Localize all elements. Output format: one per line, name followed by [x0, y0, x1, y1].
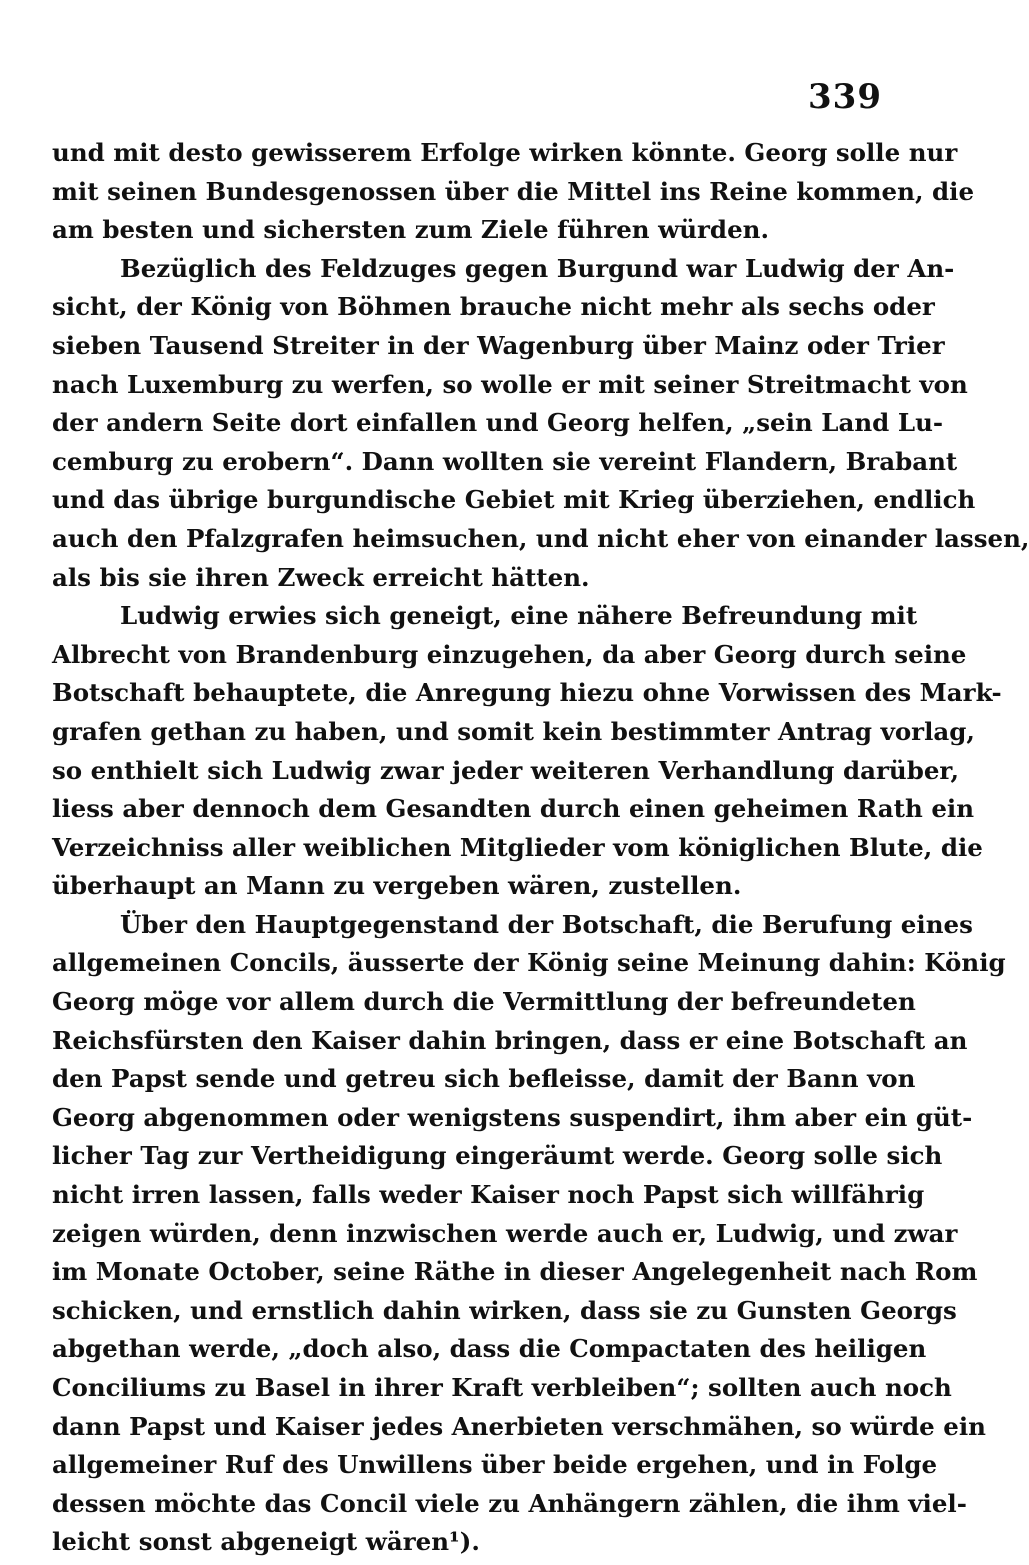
text-line: liess aber dennoch dem Gesandten durch einen geheimen Rath ein — [52, 794, 975, 824]
text-line: auch den Pfalzgrafen heimsuchen, und nicht eher von einander lassen, — [52, 523, 1029, 553]
text-line: grafen gethan zu haben, und somit kein bestimmter Antrag vorlag, — [52, 716, 975, 746]
text-line: mit seinen Bundesgenossen über die Mittel ins Reine kommen, die — [52, 176, 975, 206]
text-line: licher Tag zur Vertheidigung eingeräumt werde. Georg solle sich — [52, 1141, 943, 1171]
text-line: sicht, der König von Böhmen brauche nicht mehr als sechs oder — [52, 292, 935, 322]
text-line: sieben Tausend Streiter in der Wagenburg über Mainz oder Trier — [52, 330, 945, 360]
text-line: abgethan werde, „doch also, dass die Compactaten des heiligen — [52, 1334, 927, 1364]
text-line: dann Papst und Kaiser jedes Anerbieten verschmähen, so würde ein — [52, 1411, 986, 1441]
text-line: überhaupt an Mann zu vergeben wären, zustellen. — [52, 871, 742, 901]
text-line: dessen möchte das Concil viele zu Anhängern zählen, die ihm viel- — [52, 1488, 967, 1518]
text-line: als bis sie ihren Zweck erreicht hätten. — [52, 562, 590, 592]
text-line: zeigen würden, denn inzwischen werde auch er, Ludwig, und zwar — [52, 1218, 958, 1248]
text-line: Über den Hauptgegenstand der Botschaft, die Berufung eines — [120, 909, 973, 939]
text-line: Georg möge vor allem durch die Vermittlung der befreundeten — [52, 987, 916, 1017]
text-line: leicht sonst abgeneigt wären¹). — [52, 1527, 480, 1557]
text-line: cemburg zu erobern“. Dann wollten sie vereint Flandern, Brabant — [52, 446, 958, 476]
body-text — [52, 134, 1029, 1562]
text-line: und mit desto gewisserem Erfolge wirken könnte. Georg solle nur — [52, 138, 958, 167]
text-line: und das übrige burgundische Gebiet mit Krieg überziehen, endlich — [52, 485, 976, 515]
text-line: Botschaft behauptete, die Anregung hiezu ohne Vorwissen des Mark- — [52, 678, 1002, 708]
text-line: im Monate October, seine Räthe in dieser Angelegenheit nach Rom — [52, 1257, 978, 1287]
text-line: allgemeiner Ruf des Unwillens über beide ergehen, und in Folge — [52, 1450, 938, 1480]
text-line: am besten und sichersten zum Ziele führen würden. — [52, 215, 769, 245]
text-line: Bezüglich des Feldzuges gegen Burgund war Ludwig der An- — [120, 253, 955, 283]
text-line: Georg abgenommen oder wenigstens suspendirt, ihm aber ein güt- — [52, 1102, 973, 1132]
text-line: nach Luxemburg zu werfen, so wolle er mit seiner Streitmacht von — [52, 369, 968, 399]
text-line: der andern Seite dort einfallen und Georg helfen, „sein Land Lu- — [52, 408, 944, 438]
text-line: Conciliums zu Basel in ihrer Kraft verbleiben“; sollten auch noch — [52, 1373, 952, 1402]
text-line: Verzeichniss aller weiblichen Mitglieder vom königlichen Blute, die — [52, 832, 983, 862]
text-line: so enthielt sich Ludwig zwar jeder weiteren Verhandlung darüber, — [52, 755, 960, 785]
text-line: den Papst sende und getreu sich befleisse, damit der Bann von — [52, 1064, 916, 1094]
page-number: 339 — [808, 77, 882, 117]
text-line: Albrecht von Brandenburg einzugehen, da aber Georg durch seine — [52, 639, 967, 669]
text-line: schicken, und ernstlich dahin wirken, dass sie zu Gunsten Georgs — [52, 1295, 957, 1325]
text-line: Reichsfürsten den Kaiser dahin bringen, dass er eine Botschaft an — [52, 1025, 968, 1055]
text-line: nicht irren lassen, falls weder Kaiser noch Papst sich willfährig — [52, 1180, 925, 1210]
text-line: allgemeinen Concils, äusserte der König seine Meinung dahin: König — [52, 948, 1006, 978]
text-line: Ludwig erwies sich geneigt, eine nähere Befreundung mit — [120, 601, 918, 631]
